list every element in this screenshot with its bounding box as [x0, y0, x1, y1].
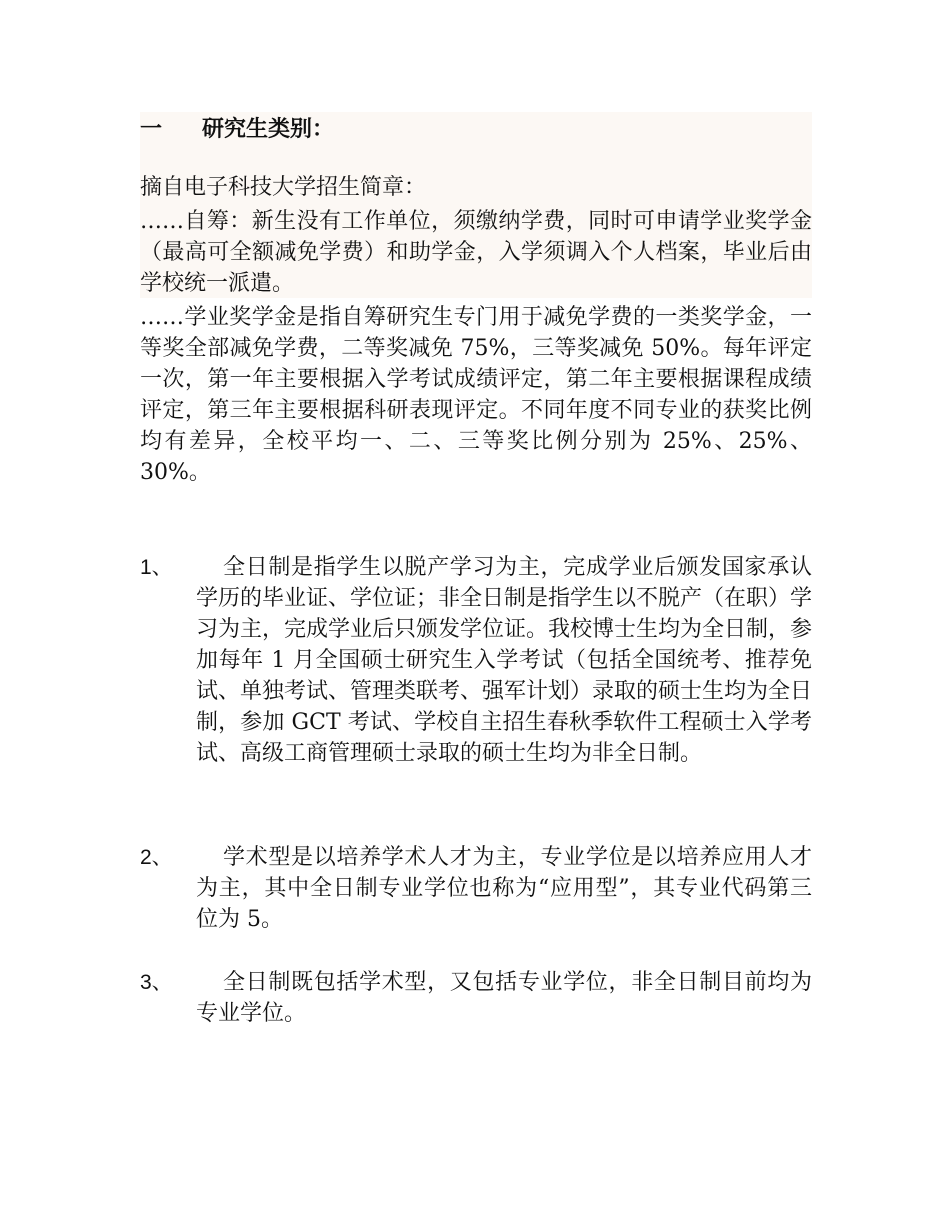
list-item-number: 1、 [140, 556, 173, 579]
section-heading [140, 112, 812, 156]
scholarship-paragraph: ……学业奖学金是指自筹研究生专门用于减免学费的一类奖学金，一等奖全部减免学费，二等奖减免 75%，三等奖减免 50%。每年评定一次，第一年主要根据入学考试成绩评定，第二年主要根据课程成绩评定，第三年主要根据科研表现评定。不同年度不同专业的获奖比例均有差异，全校平均一、二、三等奖比例分别为 25%、25%、30%。 [140, 305, 812, 485]
list-item-text: 全日制既包括学术型，又包括专业学位，非全日制目前均为专业学位。 [196, 970, 812, 1026]
source-line: 摘自电子科技大学招生简章： [140, 175, 427, 200]
list-item-text: 全日制是指学生以脱产学习为主，完成学业后颁发国家承认学历的毕业证、学位证；非全日制是指学生以不脱产（在职）学习为主，完成学业后只颁发学位证。我校博士生均为全日制，参加每年 1 月全国硕士研究生入学考试（包括全国统考、推荐免试、单独考试、管理类联考、强军计划）录取的硕士生均为全日制，参加 GCT 考试、学校自主招生春秋季软件工程硕士入学考试、高级工商管理硕士录取的硕士生均为非全日制。 [196, 555, 813, 766]
list-item-text: 学术型是以培养学术人才为主，专业学位是以培养应用人才为主，其中全日制专业学位也称为“应用型”，其专业代码第三位为 5。 [196, 845, 812, 932]
self-funded-paragraph: ……自筹：新生没有工作单位，须缴纳学费，同时可申请学业奖学金（最高可全额减免学费）和助学金，入学须调入个人档案，毕业后由学校统一派遣。 [140, 209, 812, 296]
list-item-number: 3、 [140, 971, 173, 994]
section-title: 研究生类别： [202, 117, 335, 142]
section-number: 一 [140, 117, 163, 142]
list-item-number: 2、 [140, 846, 173, 869]
